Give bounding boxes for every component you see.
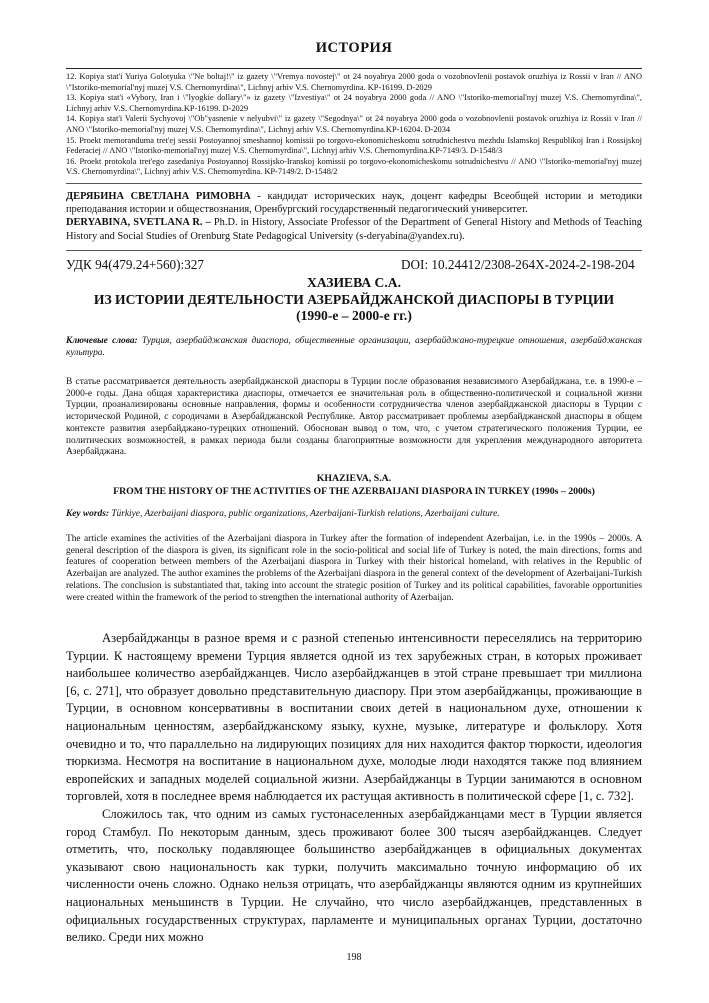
- header-rule: [66, 68, 642, 69]
- footnotes: [66, 72, 642, 178]
- article-author-en: KHAZIEVA, S.A.: [316, 473, 392, 484]
- keywords-en: [66, 509, 642, 521]
- body-paragraph-2: Сложилось так, что одним из самых густонаселенных азербайджанцами мест в Турции является город Стамбул. По некоторым данным, здесь проживают более 300 тысяч азербайджанцев. Следует отметить, что, поскольку подавляющее большинство азербайджанцев в официальных документах указывают свою национальность как турки, получить максимально точную информацию об их численности очень сложно. Однако нельзя отрицать, что азербайджанцы являются одним из крупнейших национальных меньшинств в Турции. Не случайно, что число азербайджанцев, представленных в официальных государственных структурах, парламенте и муниципальных органах Турции, достаточно велико. Среди них можно: [66, 806, 642, 945]
- doi-link[interactable]: DOI: 10.24412/2308-264X-2024-2-198-204: [401, 257, 635, 272]
- article-author: ХАЗИЕВА С.А.: [307, 275, 401, 290]
- running-head: ИСТОРИЯ: [315, 40, 393, 56]
- keywords-en-text: Türkiye, Azerbaijani diaspora, public organizations, Azerbaijani-Turkish relations, Azerbaijani culture.: [108, 509, 500, 519]
- keywords-ru: [66, 336, 642, 359]
- author-ru: [66, 190, 642, 216]
- article-title-en: FROM THE HISTORY OF THE ACTIVITIES OF THE AZERBAIJANI DIASPORA IN TURKEY (1990s – 2000s): [113, 486, 595, 497]
- article-title-line2: (1990-е – 2000-е гг.): [296, 308, 412, 323]
- author-en-text: Ph.D. in History, Associate Professor of the Department of General History and Methods of Teaching History and Social Studies of Orenburg State Pedagogical University (s-deryabina@yandex.ru).: [66, 217, 642, 242]
- article-title-line1: ИЗ ИСТОРИИ ДЕЯТЕЛЬНОСТИ АЗЕРБАЙДЖАНСКОЙ ДИАСПОРЫ В ТУРЦИИ: [93, 291, 615, 307]
- body-paragraph-1: Азербайджанцы в разное время и с разной степенью интенсивности переселялись на территорию Турции. К настоящему времени Турция является одной из тех зарубежных стран, в которых проживает наибольшее количество азербайджанцев. Число азербайджанцев в этой стране превышает три миллиона [6, с. 271], что образует довольно представительную диаспору. При этом азербайджанцы, проживающие в Турции, в основном консервативны в воспитании своих детей в национальном духе, отношении к национальным ценностям, азербайджанскому языку, кухне, музыке, литературе и фольклору. Хотя очевидно и то, что параллельно на лидирующих позициях для них находится фактор тюркости, идеология тюркизма. Несмотря на воспитание в национальном духе, молодые люди находятся также под влиянием европейских и западных моделей социальной жизни. Азербайджанцы в Турции занимаются в основном торговлей, хотя в последнее время наблюдается их растущая активность в политической сфере [1, с. 732].: [66, 631, 642, 804]
- footnote-14: 14. Kopiya stat'i Valeriі Sychyovoj \"Ob"yasnenie v nelyubvi\" iz gazety \"Segodnya\" ot 24 noyabrya 2000 goda o vozobnovlenii postavok oruzhiya iz Rossii v Iran // ANO \"Istoriko-memorial'nyj muzej V.S. Chernomyrdina\", Lichnyj arhiv V.S. Chernomyrdina.KP-16204. D-2034: [66, 114, 642, 134]
- footnote-15: 15. Proekt memoranduma tret'ej sessii Postoyannoj smeshannoj komissii po torgovo-ekonomicheskomu sotrudnichestvu mezhdu Islamskoj Respublikoj Iran i Rossijskoj Federaciej // ANO \"Istoriko-memorial'nyj muzej V.S. Chernomyrdina\", Lichnyj arhiv V.S. Chernomyrdina.KP-7149/3. D-1548/3: [66, 135, 642, 156]
- keywords-ru-label: Ключевые слова:: [66, 336, 138, 346]
- english-title-block: [66, 472, 642, 498]
- author-en-name: DERYABINA, SVETLANA R. –: [66, 217, 211, 229]
- abstract-ru: В статье рассматривается деятельность азербайджанской диаспоры в Турции после образования независимого Азербайджана, т.е. в 1990-е – 2000-е годы. Дана общая характеристика диаспоры, отмечается ее значительная роль в общественно-политической и социальной жизни Турции, проанализированы основные направления, формы и особенности сотрудничества членов азербайджанской диаспоры в Турции с исторической Родиной, с сородичами в Азербайджанской Республике. Автор рассматривает проблемы азербайджанской диаспоры в общем контексте развития азербайджано-турецких отношений. Обоснован вывод о том, что, с учетом стратегического положения Турции, ее политических возможностей, в рамках периода были созданы благоприятные возможности для укрепления международного авторитета Азербайджана.: [66, 377, 642, 458]
- footnote-16: 16. Proekt protokola tret'ego zasedaniya Postoyannoj Rossijsko-Iranskoj komissii po torgovo-ekonomicheskomu sotrudnichestvu // ANO \"Istoriko-memorial'nyj muzej V.S. Chernomyrdina\", Lichnyj arhiv V.S. Chernomyrdina. KP-7149/2. D-1548/2: [66, 156, 642, 177]
- author-ru-name: ДЕРЯБИНА СВЕТЛАНА РИМОВНА: [66, 191, 251, 202]
- keywords-en-label: Key words:: [66, 509, 109, 519]
- footnote-12: 12. Kopiya stat'i Yuriya Golotyuka \"Ne boltaj!\" iz gazety \"Vremya novostej\" ot 24 noyabrya 2000 goda o vozobnovlenii postavok oruzhiya iz Rossii v Iran // ANO \"Istoriko-memorial'nyj muzej V.S. Chernomyrdina\", Lichnyj arhiv V.S. Chernomyrdina. KP-16199. D-2029: [66, 72, 642, 92]
- article-title-block: [66, 275, 642, 325]
- author-ru-text: - кандидат исторических наук, доцент кафедры Всеобщей истории и методики преподавания истории и обществознания, Оренбургский государственный педагогический университет.: [66, 191, 643, 216]
- udk-code: УДК 94(479.24+560):327: [66, 257, 204, 272]
- authors-rule: [66, 250, 642, 251]
- abstract-en: The article examines the activities of the Azerbaijani diaspora in Turkey after the formation of independent Azerbaijan, i.e. in the 1990s – 2000s. A general description of the diaspora is given, its significant role in the socio-political and social life of Turkey is noted, the main directions, forms and features of cooperation between members of the Azerbaijani diaspora in Turkey with their historical homeland, with relatives in the Republic of Azerbaijan are analyzed. The author examines the problems of the Azerbaijani diaspora in the general context of the development of Azerbaijani-Turkish relations. The conclusion is substantiated that, taking into account the strategic position of Turkey and its political capabilities, favorable opportunities were created within the framework of the period to strengthen the international authority of Azerbaijan.: [66, 534, 642, 603]
- footnotes-rule: [66, 183, 642, 184]
- keywords-ru-text: Турция, азербайджанская диаспора, общественные организации, азербайджано-турецкие отношения, азербайджанская культура.: [66, 336, 643, 358]
- author-en: [66, 216, 642, 242]
- page-number: 198: [346, 952, 362, 963]
- article-body: [66, 630, 642, 947]
- footnote-13: 13. Kopiya stat'i «Vybory, Iran i \"lyogkie dollary\"» iz gazety \"Izvestiya\" ot 24 noyabrya 2000 goda // ANO \"Istoriko-memorial'nyj muzej V.S. Chernomyrdina\", Lichnyj arhiv V.S. Chernomyrdina.KP-16199. D-2029: [66, 93, 642, 113]
- previous-author-info: [66, 190, 642, 243]
